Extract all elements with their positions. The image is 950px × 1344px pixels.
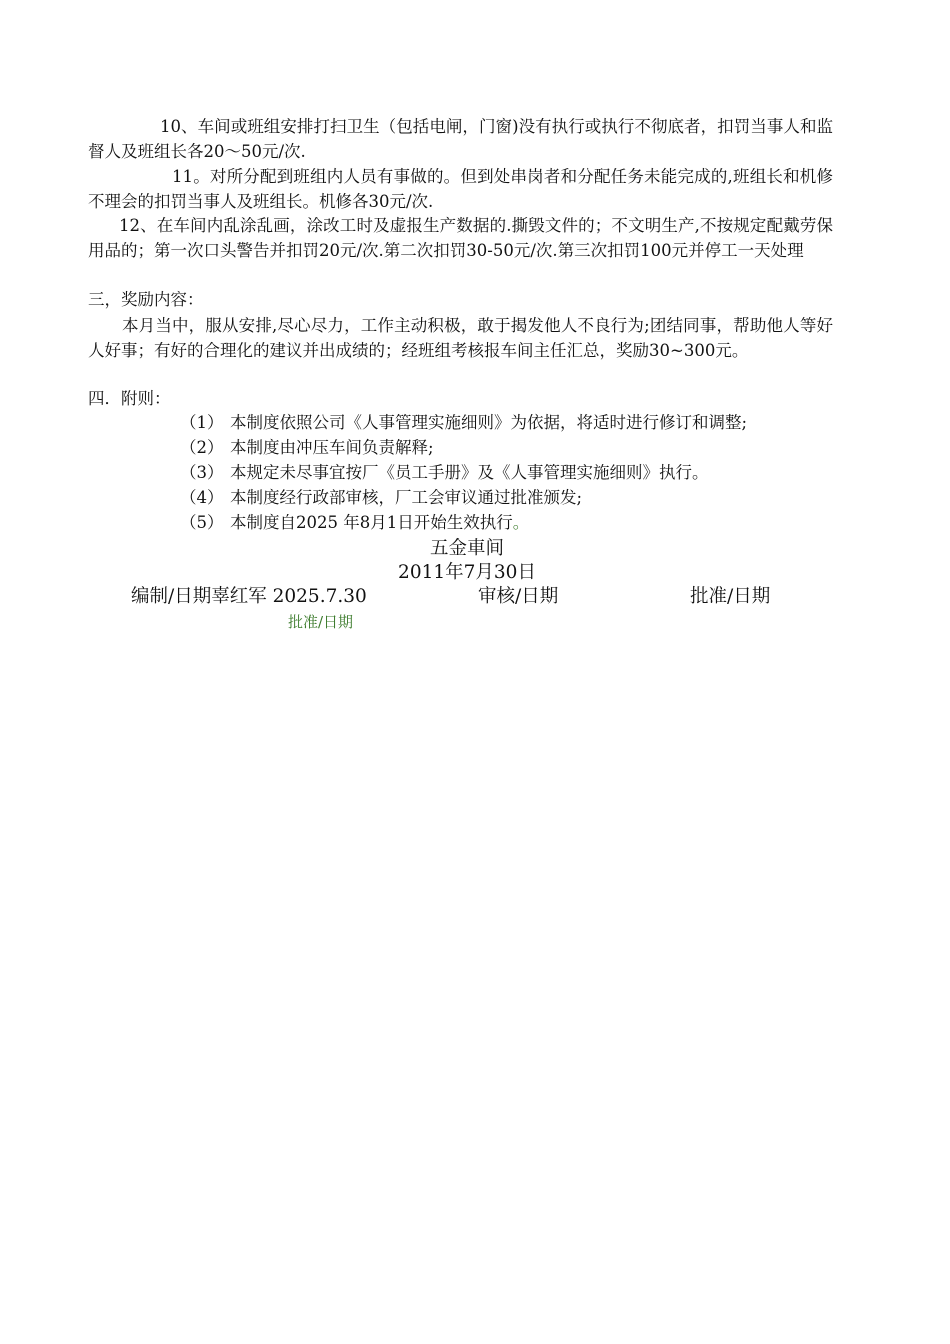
appendix-item-4 [180,486,582,510]
appendix-item-number: （5） [180,513,224,532]
appendix-item-number: （4） [180,488,224,507]
appendix-item-1 [180,411,747,435]
rule-10: 10、车间或班组安排打扫卫生（包括电闸，门窗)没有执行或执行不彻底者，扣罚当事人和监督人及班组长各20～50元/次. [88,117,833,161]
appendix-item-number: （3） [180,463,224,482]
appendix-item-text: 本制度由冲压车间负责解释; [230,438,434,457]
appendix-item-number: （2） [180,438,224,457]
appendix-heading: 四．附则： [88,389,171,408]
appendix-item-3 [180,461,709,485]
document-date: 2011年7月30日 [398,562,536,583]
reward-text: 本月当中，服从安排,尽心尽力，工作主动积极，敢于揭发他人不良行为;团结同事，帮助他人等好人好事；有好的合理化的建议并出成绩的；经班组考核报车间主任汇总，奖励30~300元。 [88,316,833,360]
appendix-item-5 [180,511,529,535]
appendix-item-text: 本制度依照公司《人事管理实施细则》为依据，将适时进行修订和调整; [230,413,748,432]
compiled-by: 编制/日期辜红军 2025.7.30 [131,586,367,607]
appendix-item-suffix: 。 [512,513,530,532]
approved-by: 批准/日期 [690,586,771,607]
appendix-item-text: 本制度经行政部审核，厂工会审议通过批准颁发; [230,488,583,507]
reviewed-by: 审核/日期 [478,586,559,607]
appendix-item-text: 本规定未尽事宜按厂《员工手册》及《人事管理实施细则》执行。 [230,463,709,482]
appendix-item-2 [180,436,434,460]
rule-12: 12、在车间内乱涂乱画，涂改工时及虚报生产数据的.撕毁文件的；不文明生产,不按规定配戴劳保用品的；第一次口头警告并扣罚20元/次.第二次扣罚30-50元/次.第三次扣罚100元并停工一天处理 [88,216,833,260]
appendix-item-number: （1） [180,413,224,432]
rule-11: 11。对所分配到班组内人员有事做的。但到处串岗者和分配任务未能完成的,班组长和机修不理会的扣罚当事人及班组长。机修各30元/次. [88,167,833,211]
reward-heading: 三，奖励内容： [88,290,204,309]
approved-by-note: 批准/日期 [288,613,354,631]
appendix-item-text: 本制度自2025 年8月1日开始生效执行 [230,513,513,532]
department-name: 五金車间 [429,538,504,559]
